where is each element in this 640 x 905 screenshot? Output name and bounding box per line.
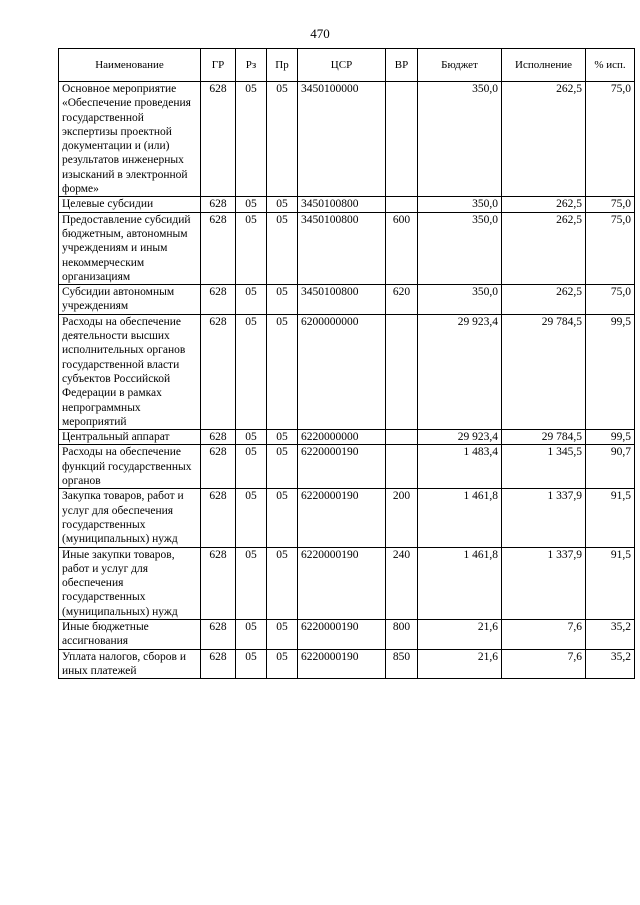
table-row bbox=[59, 489, 635, 547]
cell-csr: 3450100800 bbox=[298, 285, 386, 315]
cell-percent: 75,0 bbox=[586, 197, 635, 212]
table-row bbox=[59, 649, 635, 679]
cell-execution: 1 337,9 bbox=[502, 547, 586, 619]
cell-rz: 05 bbox=[236, 197, 267, 212]
cell-name: Иные бюджетные ассигнования bbox=[59, 619, 201, 649]
cell-budget: 1 461,8 bbox=[418, 547, 502, 619]
table-row bbox=[59, 82, 635, 197]
cell-vr bbox=[386, 314, 418, 429]
cell-name: Расходы на обеспечение деятельности высших исполнительных органов государственной власти субъектов Российской Федерации в рамках непрограммных мероприятий bbox=[59, 314, 201, 429]
col-header-budget: Бюджет bbox=[418, 49, 502, 82]
cell-percent: 99,5 bbox=[586, 430, 635, 445]
cell-pr: 05 bbox=[267, 285, 298, 315]
cell-rz: 05 bbox=[236, 212, 267, 284]
cell-gr: 628 bbox=[201, 489, 236, 547]
cell-name: Основное мероприятие «Обеспечение проведения государственной экспертизы проектной документации и (или) результатов инженерных изысканий в электронной форме» bbox=[59, 82, 201, 197]
cell-percent: 90,7 bbox=[586, 445, 635, 489]
table-row bbox=[59, 430, 635, 445]
cell-percent: 75,0 bbox=[586, 285, 635, 315]
cell-execution: 29 784,5 bbox=[502, 314, 586, 429]
cell-pr: 05 bbox=[267, 197, 298, 212]
cell-csr: 3450100000 bbox=[298, 82, 386, 197]
cell-name: Уплата налогов, сборов и иных платежей bbox=[59, 649, 201, 679]
cell-percent: 91,5 bbox=[586, 547, 635, 619]
cell-execution: 7,6 bbox=[502, 649, 586, 679]
cell-percent: 35,2 bbox=[586, 649, 635, 679]
cell-budget: 29 923,4 bbox=[418, 430, 502, 445]
cell-budget: 29 923,4 bbox=[418, 314, 502, 429]
page-number: 470 bbox=[310, 26, 330, 41]
cell-pr: 05 bbox=[267, 445, 298, 489]
table-header-row bbox=[59, 49, 635, 82]
cell-percent: 35,2 bbox=[586, 619, 635, 649]
cell-name: Центральный аппарат bbox=[59, 430, 201, 445]
cell-rz: 05 bbox=[236, 619, 267, 649]
table-row bbox=[59, 314, 635, 429]
budget-table bbox=[58, 48, 635, 679]
col-header-name: Наименование bbox=[59, 49, 201, 82]
cell-pr: 05 bbox=[267, 649, 298, 679]
cell-budget: 350,0 bbox=[418, 285, 502, 315]
col-header-gr: ГР bbox=[201, 49, 236, 82]
col-header-percent: % исп. bbox=[586, 49, 635, 82]
table-row bbox=[59, 619, 635, 649]
cell-pr: 05 bbox=[267, 82, 298, 197]
cell-vr bbox=[386, 197, 418, 212]
cell-execution: 262,5 bbox=[502, 197, 586, 212]
cell-vr: 850 bbox=[386, 649, 418, 679]
cell-gr: 628 bbox=[201, 285, 236, 315]
cell-name: Расходы на обеспечение функций государственных органов bbox=[59, 445, 201, 489]
cell-pr: 05 bbox=[267, 212, 298, 284]
cell-pr: 05 bbox=[267, 430, 298, 445]
cell-csr: 6220000190 bbox=[298, 547, 386, 619]
cell-gr: 628 bbox=[201, 82, 236, 197]
cell-budget: 350,0 bbox=[418, 82, 502, 197]
cell-vr: 240 bbox=[386, 547, 418, 619]
cell-name: Субсидии автономным учреждениям bbox=[59, 285, 201, 315]
cell-execution: 29 784,5 bbox=[502, 430, 586, 445]
cell-pr: 05 bbox=[267, 547, 298, 619]
col-header-csr: ЦСР bbox=[298, 49, 386, 82]
col-header-execution: Исполнение bbox=[502, 49, 586, 82]
cell-budget: 350,0 bbox=[418, 212, 502, 284]
cell-execution: 262,5 bbox=[502, 212, 586, 284]
cell-vr bbox=[386, 430, 418, 445]
cell-name: Закупка товаров, работ и услуг для обеспечения государственных (муниципальных) нужд bbox=[59, 489, 201, 547]
cell-execution: 262,5 bbox=[502, 82, 586, 197]
col-header-vr: ВР bbox=[386, 49, 418, 82]
col-header-pr: Пр bbox=[267, 49, 298, 82]
cell-budget: 350,0 bbox=[418, 197, 502, 212]
cell-gr: 628 bbox=[201, 445, 236, 489]
cell-pr: 05 bbox=[267, 619, 298, 649]
cell-budget: 1 461,8 bbox=[418, 489, 502, 547]
cell-csr: 3450100800 bbox=[298, 197, 386, 212]
cell-pr: 05 bbox=[267, 489, 298, 547]
cell-rz: 05 bbox=[236, 649, 267, 679]
cell-csr: 6220000190 bbox=[298, 445, 386, 489]
cell-execution: 7,6 bbox=[502, 619, 586, 649]
cell-rz: 05 bbox=[236, 285, 267, 315]
cell-gr: 628 bbox=[201, 197, 236, 212]
cell-gr: 628 bbox=[201, 430, 236, 445]
cell-name: Целевые субсидии bbox=[59, 197, 201, 212]
table-row bbox=[59, 197, 635, 212]
cell-gr: 628 bbox=[201, 547, 236, 619]
cell-percent: 99,5 bbox=[586, 314, 635, 429]
cell-vr bbox=[386, 445, 418, 489]
cell-execution: 1 345,5 bbox=[502, 445, 586, 489]
cell-rz: 05 bbox=[236, 489, 267, 547]
cell-vr bbox=[386, 82, 418, 197]
cell-csr: 6220000190 bbox=[298, 649, 386, 679]
cell-csr: 6220000190 bbox=[298, 619, 386, 649]
cell-gr: 628 bbox=[201, 619, 236, 649]
cell-csr: 6220000190 bbox=[298, 489, 386, 547]
cell-pr: 05 bbox=[267, 314, 298, 429]
cell-vr: 800 bbox=[386, 619, 418, 649]
cell-vr: 620 bbox=[386, 285, 418, 315]
cell-vr: 600 bbox=[386, 212, 418, 284]
table-row bbox=[59, 547, 635, 619]
cell-rz: 05 bbox=[236, 314, 267, 429]
cell-rz: 05 bbox=[236, 445, 267, 489]
cell-execution: 1 337,9 bbox=[502, 489, 586, 547]
cell-gr: 628 bbox=[201, 649, 236, 679]
cell-percent: 91,5 bbox=[586, 489, 635, 547]
cell-csr: 3450100800 bbox=[298, 212, 386, 284]
cell-name: Предоставление субсидий бюджетным, автономным учреждениям и иным некоммерческим организациям bbox=[59, 212, 201, 284]
cell-name: Иные закупки товаров, работ и услуг для обеспечения государственных (муниципальных) нужд bbox=[59, 547, 201, 619]
table-row bbox=[59, 445, 635, 489]
table-row bbox=[59, 212, 635, 284]
cell-gr: 628 bbox=[201, 314, 236, 429]
cell-execution: 262,5 bbox=[502, 285, 586, 315]
cell-rz: 05 bbox=[236, 430, 267, 445]
cell-csr: 6220000000 bbox=[298, 430, 386, 445]
cell-rz: 05 bbox=[236, 82, 267, 197]
table-body bbox=[59, 82, 635, 679]
cell-budget: 1 483,4 bbox=[418, 445, 502, 489]
cell-percent: 75,0 bbox=[586, 212, 635, 284]
cell-rz: 05 bbox=[236, 547, 267, 619]
cell-gr: 628 bbox=[201, 212, 236, 284]
cell-percent: 75,0 bbox=[586, 82, 635, 197]
cell-vr: 200 bbox=[386, 489, 418, 547]
cell-csr: 6200000000 bbox=[298, 314, 386, 429]
col-header-rz: Рз bbox=[236, 49, 267, 82]
cell-budget: 21,6 bbox=[418, 649, 502, 679]
cell-budget: 21,6 bbox=[418, 619, 502, 649]
table-row bbox=[59, 285, 635, 315]
